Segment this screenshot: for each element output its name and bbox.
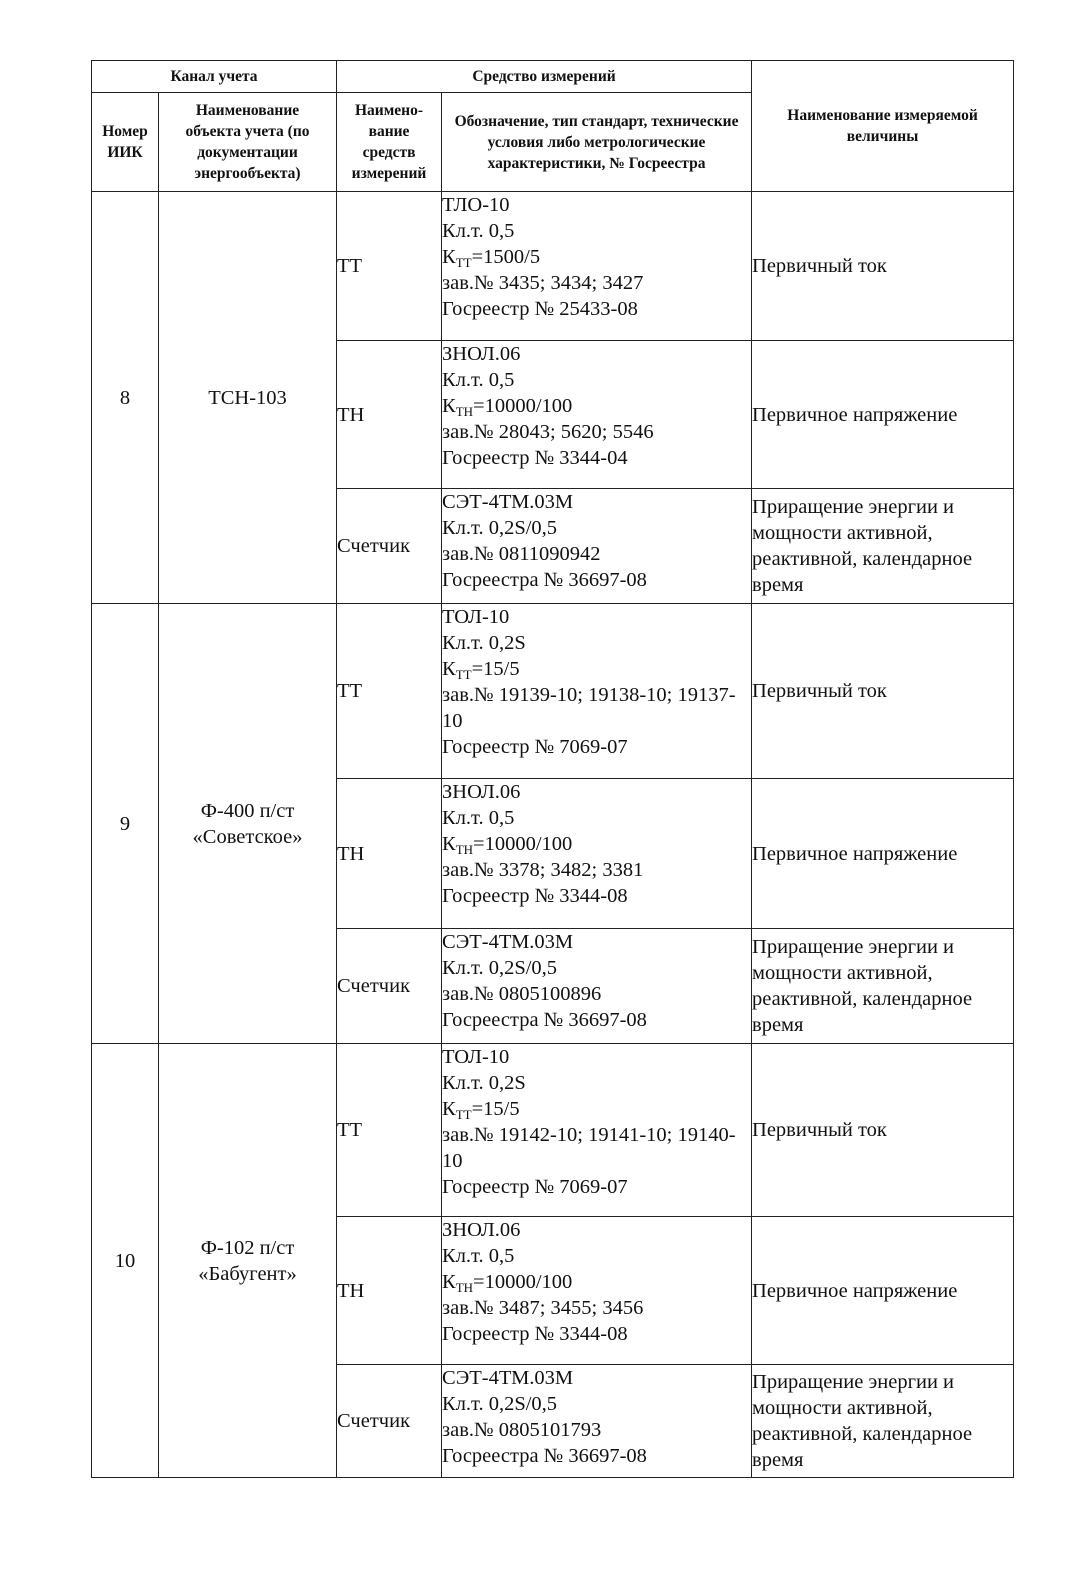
table-row — [92, 604, 1014, 779]
measured-quantity: Первичный ток — [752, 1044, 1014, 1217]
designation-serial: зав.№ 0805101793 — [442, 1419, 602, 1441]
designation-serial: зав.№ 28043; 5620; 5546 — [442, 421, 654, 443]
instrument-type: Счетчик — [337, 489, 442, 604]
designation-class: Кл.т. 0,5 — [442, 220, 515, 242]
instrument-type: Счетчик — [337, 929, 442, 1044]
header-instrument-name: Наимено-вание средств измерений — [337, 93, 442, 192]
iik-number: 10 — [92, 1044, 159, 1478]
designation-ratio: $К_{ТТ}=1500/5$ — [442, 246, 541, 270]
designation-registry: Госреестр № 7069-07 — [442, 1176, 628, 1198]
designation-type: СЭТ-4ТМ.03М — [442, 1367, 574, 1389]
measured-quantity: Первичный ток — [752, 604, 1014, 779]
header-object: Наименование объекта учета (по документации энергообъекта) — [159, 93, 337, 192]
instrument-designation — [442, 779, 752, 929]
designation-ratio: $К_{ТН}=10000/100$ — [442, 1271, 573, 1295]
designation-serial: зав.№ 3487; 3455; 3456 — [442, 1297, 644, 1319]
designation-serial: зав.№ 0805100896 — [442, 983, 602, 1005]
designation-registry: Госреестр № 3344-08 — [442, 1323, 628, 1345]
designation-registry: Госреестра № 36697-08 — [442, 1009, 647, 1031]
measured-quantity: Приращение энергии и мощности активной, реактивной, календарное время — [752, 929, 1014, 1044]
table-row — [92, 1044, 1014, 1217]
measurement-table — [91, 60, 1014, 1478]
designation-serial: зав.№ 0811090942 — [442, 543, 601, 565]
designation-ratio: $К_{ТН}=10000/100$ — [442, 833, 573, 857]
designation-ratio: $К_{ТТ}=15/5$ — [442, 658, 520, 682]
designation-class: Кл.т. 0,2S/0,5 — [442, 957, 558, 979]
header-channel-group: Канал учета — [92, 61, 337, 93]
header-row-groups — [92, 61, 1014, 93]
object-name: Ф-102 п/ст «Бабугент» — [159, 1044, 337, 1478]
designation-class: Кл.т. 0,2S — [442, 632, 526, 654]
designation-type: ЗНОЛ.06 — [442, 343, 521, 365]
instrument-designation — [442, 1217, 752, 1365]
designation-type: ЗНОЛ.06 — [442, 1219, 521, 1241]
designation-registry: Госреестра № 36697-08 — [442, 1445, 647, 1467]
instrument-type: ТН — [337, 1217, 442, 1365]
instrument-designation — [442, 341, 752, 489]
designation-ratio: $К_{ТТ}=15/5$ — [442, 1098, 520, 1122]
header-quantity: Наименование измеряемой величины — [752, 61, 1014, 192]
designation-registry: Госреестр № 3344-04 — [442, 447, 628, 469]
instrument-designation — [442, 929, 752, 1044]
header-number: Номер ИИК — [92, 93, 159, 192]
instrument-type: Счетчик — [337, 1365, 442, 1478]
header-instrument-group: Средство измерений — [337, 61, 752, 93]
designation-registry: Госреестр № 3344-08 — [442, 885, 628, 907]
object-name: ТСН-103 — [159, 192, 337, 604]
designation-class: Кл.т. 0,5 — [442, 369, 515, 391]
measured-quantity: Первичное напряжение — [752, 1217, 1014, 1365]
instrument-designation — [442, 604, 752, 779]
designation-type: ЗНОЛ.06 — [442, 781, 521, 803]
designation-serial: зав.№ 3378; 3482; 3381 — [442, 859, 644, 881]
header-designation: Обозначение, тип стандарт, технические условия либо метрологические характеристики, № Госреестра — [442, 93, 752, 192]
designation-class: Кл.т. 0,2S/0,5 — [442, 1393, 558, 1415]
table-row — [92, 192, 1014, 341]
designation-class: Кл.т. 0,5 — [442, 1245, 515, 1267]
iik-number: 9 — [92, 604, 159, 1044]
instrument-designation — [442, 1044, 752, 1217]
designation-serial: зав.№ 19142-10; 19141-10; 19140-10 — [442, 1124, 736, 1172]
instrument-type: ТТ — [337, 604, 442, 779]
object-name: Ф-400 п/ст «Советское» — [159, 604, 337, 1044]
designation-registry: Госреестра № 36697-08 — [442, 569, 647, 591]
measured-quantity: Приращение энергии и мощности активной, реактивной, календарное время — [752, 1365, 1014, 1478]
designation-type: СЭТ-4ТМ.03М — [442, 931, 574, 953]
instrument-designation — [442, 1365, 752, 1478]
designation-registry: Госреестр № 25433-08 — [442, 298, 638, 320]
iik-number: 8 — [92, 192, 159, 604]
designation-registry: Госреестр № 7069-07 — [442, 736, 628, 758]
instrument-type: ТН — [337, 341, 442, 489]
designation-class: Кл.т. 0,2S — [442, 1072, 526, 1094]
measured-quantity: Первичный ток — [752, 192, 1014, 341]
instrument-type: ТТ — [337, 1044, 442, 1217]
designation-type: ТОЛ-10 — [442, 1046, 510, 1068]
measured-quantity: Первичное напряжение — [752, 341, 1014, 489]
designation-class: Кл.т. 0,5 — [442, 807, 515, 829]
designation-type: СЭТ-4ТМ.03М — [442, 491, 574, 513]
designation-type: ТЛО-10 — [442, 194, 510, 216]
instrument-type: ТН — [337, 779, 442, 929]
designation-type: ТОЛ-10 — [442, 606, 510, 628]
instrument-type: ТТ — [337, 192, 442, 341]
instrument-designation — [442, 192, 752, 341]
measured-quantity: Первичное напряжение — [752, 779, 1014, 929]
designation-serial: зав.№ 19139-10; 19138-10; 19137-10 — [442, 684, 736, 732]
measured-quantity: Приращение энергии и мощности активной, реактивной, календарное время — [752, 489, 1014, 604]
designation-ratio: $К_{ТН}=10000/100$ — [442, 395, 573, 419]
instrument-designation — [442, 489, 752, 604]
designation-class: Кл.т. 0,2S/0,5 — [442, 517, 558, 539]
designation-serial: зав.№ 3435; 3434; 3427 — [442, 272, 644, 294]
